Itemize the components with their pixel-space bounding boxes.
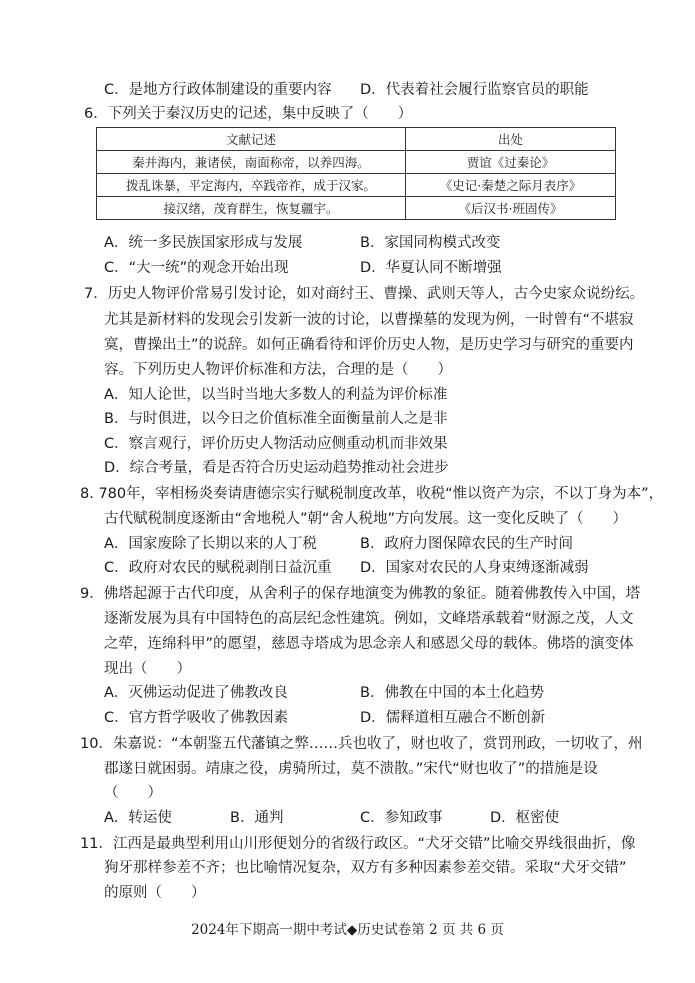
table-cell: 《后汉书·班固传》	[406, 197, 616, 220]
q8-option-a: A．国家废除了长期以来的人丁税	[104, 536, 317, 552]
q9-option-a: A．灭佛运动促进了佛教改良	[104, 685, 288, 701]
q8-option-b: B．政府力图保障农民的生产时间	[360, 536, 573, 552]
q8-line-1: 8. 780年，宰相杨炎奏请唐德宗实行赋税制度改革，收税“惟以资产为宗，不以丁身为本”，	[80, 486, 664, 502]
q8-line-2: 古代赋税制度逐渐由“舍地税人”朝“舍人税地”方向发展。这一变化反映了（ ）	[104, 511, 628, 527]
table-row	[97, 197, 616, 220]
q7-line-2: 尤其是新材料的发现会引发新一波的讨论，以曹操墓的发现为例，一时曾有“不堪寂	[104, 312, 634, 328]
q6-option-b: B．家国同构模式改变	[360, 235, 501, 251]
q10-line-1: 10．朱嘉说：“本朝鉴五代藩镇之弊……兵也收了，财也收了，赏罚刑政，一切收了，州	[80, 736, 643, 752]
q7-option-a: A．知人论世，以当时当地大多数人的利益为评价标准	[104, 387, 448, 403]
q9-option-c: C．官方哲学吸收了佛教因素	[104, 710, 289, 726]
q10-option-b: B．通判	[230, 810, 284, 826]
q7-line-3: 寞，曹操出土”的说辞。如何正确看待和评价历史人物，是历史学习与研究的重要内	[104, 337, 634, 353]
q10-option-d: D．枢密使	[490, 810, 560, 826]
q7-option-c: C．察言观行，评价历史人物活动应侧重动机而非效果	[104, 436, 448, 452]
q6-option-c: C．“大一统”的观念开始出现	[104, 260, 289, 276]
q11-line-1: 11．江西是最典型利用山川形便划分的省级行政区。“犬牙交错”比喻交界线很曲折，像	[80, 836, 636, 852]
q11-line-3: 的原则（ ）	[104, 885, 206, 901]
q10-option-c: C．参知政事	[360, 810, 443, 826]
table-header: 出处	[406, 128, 616, 151]
table-cell: 贾谊《过秦论》	[406, 151, 616, 174]
q7-option-b: B．与时俱进，以今日之价值标准全面衡量前人之是非	[104, 411, 448, 427]
q9-option-b: B．佛教在中国的本土化趋势	[360, 685, 544, 701]
q9-option-d: D．儒释道相互融合不断创新	[360, 710, 546, 726]
q9-line-2: 逐渐发展为具有中国特色的高层纪念性建筑。例如，文峰塔承载着“财源之茂，人文	[104, 611, 634, 627]
table-header: 文献记述	[97, 128, 406, 151]
q7-option-d: D．综合考量，看是否符合历史运动趋势推动社会进步	[104, 460, 449, 476]
table-cell: 接汉绪，茂育群生，恢复疆宇。	[97, 197, 406, 220]
q6-stem: 6．下列关于秦汉历史的记述，集中反映了（ ）	[84, 106, 413, 122]
q5-option-d: D．代表着社会履行监察官员的职能	[360, 82, 589, 98]
q10-line-3: （ ）	[104, 785, 162, 801]
q5-option-c: C．是地方行政体制建设的重要内容	[104, 82, 332, 98]
table-cell: 《史记·秦楚之际月表序》	[406, 174, 616, 197]
q9-line-4: 现出（ ）	[104, 661, 191, 677]
table-cell: 秦并海内，兼诸侯，南面称帝，以养四海。	[97, 151, 406, 174]
table-header-row	[97, 128, 616, 151]
q11-line-2: 狗牙那样参差不齐；也比喻情况复杂，双方有多种因素参差交错。采取“犬牙交错”	[104, 860, 627, 876]
q7-line-1: 7．历史人物评价常易引发讨论，如对商纣王、曹操、武则天等人，古今史家众说纷纭。	[84, 286, 645, 302]
q8-option-d: D．国家对农民的人身束缚逐渐减弱	[360, 560, 589, 576]
q9-line-3: 之荦，连绵科甲”的愿望，慈恩寺塔成为思念亲人和感恩父母的载体。佛塔的演变体	[104, 636, 634, 652]
table-cell: 拨乱诛暴，平定海内，卒践帝祚，成于汉家。	[97, 174, 406, 197]
q10-option-a: A．转运使	[104, 810, 172, 826]
page-footer: 2024年下期高一期中考试◆历史试卷第 2 页 共 6 页	[191, 922, 504, 938]
q9-line-1: 9．佛塔起源于古代印度，从舍利子的保存地演变为佛教的象征。随着佛教传入中国，塔	[80, 586, 641, 602]
q7-line-4: 容。下列历史人物评价标准和方法，合理的是（ ）	[104, 362, 452, 378]
q10-line-2: 郡遂日就困弱。靖康之役，虏骑所过，莫不溃散。”宋代“财也收了”的措施是设	[104, 761, 598, 777]
q6-source-table	[96, 127, 616, 220]
q8-option-c: C．政府对农民的赋税剥削日益沉重	[104, 560, 332, 576]
table-row	[97, 151, 616, 174]
table-row	[97, 174, 616, 197]
q6-option-d: D．华夏认同不断增强	[360, 260, 502, 276]
q6-option-a: A．统一多民族国家形成与发展	[104, 235, 303, 251]
